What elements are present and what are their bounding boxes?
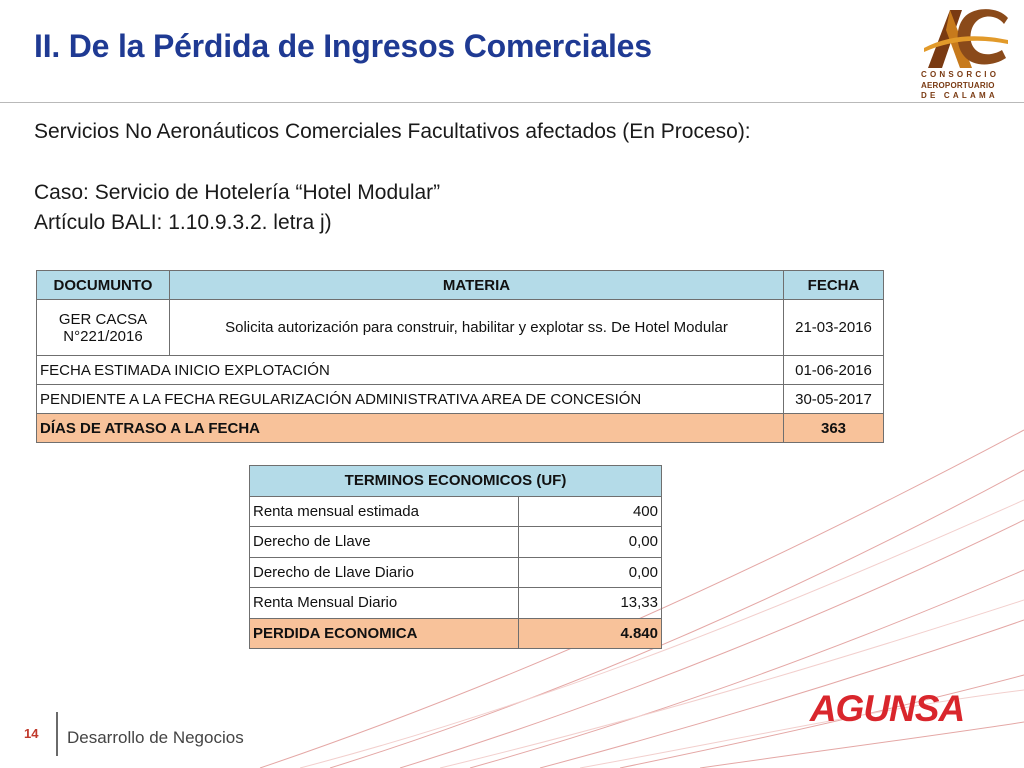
cell-value: 0,00 [519, 527, 662, 558]
header-materia: MATERIA [170, 271, 784, 300]
table-row [250, 496, 662, 527]
consorcio-logo-text [921, 70, 1011, 102]
cell-value: 0,00 [519, 557, 662, 588]
cell-pendiente-value: 30-05-2017 [784, 385, 884, 414]
header-documento: DOCUMUNTO [37, 271, 170, 300]
table-row [37, 300, 884, 356]
table-total-row [37, 414, 884, 443]
subtitle-text: Servicios No Aeronáuticos Comerciales Facultativos afectados (En Proceso): [34, 120, 751, 143]
cell-label: Derecho de Llave [250, 527, 519, 558]
cell-value: 13,33 [519, 588, 662, 619]
table-header-row [37, 271, 884, 300]
table-row [250, 588, 662, 619]
table-header-row [250, 466, 662, 497]
cell-perdida-label: PERDIDA ECONOMICA [250, 618, 519, 649]
agunsa-logo-icon [795, 690, 980, 726]
caso-text: Caso: Servicio de Hotelería “Hotel Modular” [34, 181, 441, 204]
cell-perdida-value: 4.840 [519, 618, 662, 649]
table-row [37, 356, 884, 385]
cell-value: 400 [519, 496, 662, 527]
table-row [37, 385, 884, 414]
logo-line-1: CONSORCIO [921, 70, 1000, 79]
table-row [250, 527, 662, 558]
cell-dias-value: 363 [784, 414, 884, 443]
cell-materia: Solicita autorización para construir, habilitar y explotar ss. De Hotel Modular [170, 300, 784, 356]
cell-label: Renta Mensual Diario [250, 588, 519, 619]
table-row [250, 557, 662, 588]
economic-terms-table [249, 465, 662, 649]
consorcio-logo-icon [920, 4, 1010, 72]
table-total-row [250, 618, 662, 649]
logo-line-2: AEROPORTUARIO [921, 80, 995, 90]
cell-inicio-value: 01-06-2016 [784, 356, 884, 385]
cell-documento: GER CACSA N°221/2016 [37, 300, 170, 356]
cell-dias-label: DÍAS DE ATRASO A LA FECHA [37, 414, 784, 443]
documents-table [36, 270, 884, 443]
cell-label: Derecho de Llave Diario [250, 557, 519, 588]
cell-label: Renta mensual estimada [250, 496, 519, 527]
header-fecha: FECHA [784, 271, 884, 300]
footer-text: Desarrollo de Negocios [67, 728, 244, 747]
articulo-text: Artículo BALI: 1.10.9.3.2. letra j) [34, 211, 332, 234]
page-number: 14 [24, 726, 39, 741]
cell-pendiente-label: PENDIENTE A LA FECHA REGULARIZACIÓN ADMINISTRATIVA AREA DE CONCESIÓN [37, 385, 784, 414]
cell-inicio-label: FECHA ESTIMADA INICIO EXPLOTACIÓN [37, 356, 784, 385]
page-title: II. De la Pérdida de Ingresos Comerciales [34, 28, 652, 64]
header-terminos: TERMINOS ECONOMICOS (UF) [250, 466, 662, 497]
agunsa-logo-text: AGUNSA [809, 690, 965, 726]
cell-fecha: 21-03-2016 [784, 300, 884, 356]
footer-divider [56, 712, 58, 756]
title-divider [0, 102, 1024, 103]
logo-line-3: DE CALAMA [921, 91, 998, 100]
